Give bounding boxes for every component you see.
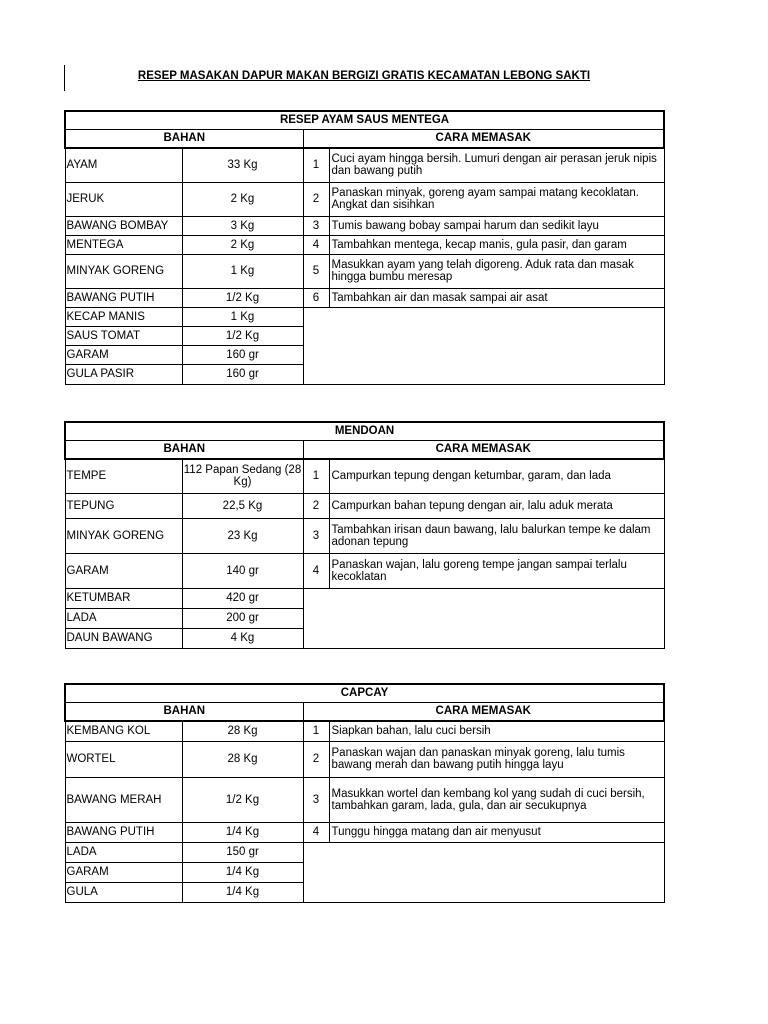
ingredient-name: KEMBANG KOL <box>65 721 182 741</box>
step-number: 5 <box>303 254 329 288</box>
step-number: 6 <box>303 288 329 307</box>
table-row <box>65 254 664 288</box>
ingredient-qty: 160 gr <box>182 364 303 384</box>
ingredient-qty: 28 Kg <box>182 721 303 741</box>
table-row <box>65 553 664 588</box>
ingredient-qty: 22,5 Kg <box>182 493 303 518</box>
step-number: 4 <box>303 822 329 842</box>
step-text: Panaskan wajan dan panaskan minyak goreng, lalu tumis bawang merah dan bawang putih hingga layu <box>329 741 664 777</box>
table-row <box>65 148 664 182</box>
step-number: 4 <box>303 235 329 254</box>
recipe-table-mendoan <box>64 421 665 649</box>
recipe-title: RESEP AYAM SAUS MENTEGA <box>65 111 664 129</box>
document-title: RESEP MASAKAN DAPUR MAKAN BERGIZI GRATIS KECAMATAN LEBONG SAKTI <box>137 70 591 82</box>
ingredient-name: KECAP MANIS <box>65 307 182 326</box>
ingredients-header: BAHAN <box>65 702 303 721</box>
ingredient-name: WORTEL <box>65 741 182 777</box>
step-text: Cuci ayam hingga bersih. Lumuri dengan air perasan jeruk nipis dan bawang putih <box>329 148 664 182</box>
ingredient-name: BAWANG MERAH <box>65 777 182 822</box>
table-row <box>65 307 664 326</box>
recipe-table-ayam-saus-mentega <box>64 110 665 385</box>
table-row <box>65 459 664 493</box>
ingredient-qty: 200 gr <box>182 608 303 628</box>
step-text: Masukkan ayam yang telah digoreng. Aduk rata dan masak hingga bumbu meresap <box>329 254 664 288</box>
step-text: Tambahkan mentega, kecap manis, gula pasir, dan garam <box>329 235 664 254</box>
ingredient-name: GULA PASIR <box>65 364 182 384</box>
ingredient-name: GARAM <box>65 862 182 882</box>
step-number: 2 <box>303 493 329 518</box>
recipe-table-capcay <box>64 683 665 903</box>
table-row <box>65 777 664 822</box>
table-row <box>65 822 664 842</box>
step-number: 4 <box>303 553 329 588</box>
step-text: Tambahkan irisan daun bawang, lalu balurkan tempe ke dalam adonan tepung <box>329 518 664 553</box>
ingredient-qty: 1/2 Kg <box>182 326 303 345</box>
ingredient-qty: 112 Papan Sedang (28 Kg) <box>182 459 303 493</box>
ingredient-name: MINYAK GORENG <box>65 254 182 288</box>
table-row <box>65 741 664 777</box>
ingredient-qty: 23 Kg <box>182 518 303 553</box>
step-number: 1 <box>303 721 329 741</box>
ingredient-name: TEPUNG <box>65 493 182 518</box>
ingredient-qty: 4 Kg <box>182 628 303 648</box>
table-row <box>65 493 664 518</box>
empty-steps-cell <box>303 307 664 384</box>
step-text: Tambahkan air dan masak sampai air asat <box>329 288 664 307</box>
step-text: Tumis bawang bobay sampai harum dan sedikit layu <box>329 216 664 235</box>
ingredient-name: MENTEGA <box>65 235 182 254</box>
ingredient-name: MINYAK GORENG <box>65 518 182 553</box>
steps-header: CARA MEMASAK <box>303 440 664 459</box>
step-number: 3 <box>303 777 329 822</box>
ingredient-name: AYAM <box>65 148 182 182</box>
ingredient-qty: 1 Kg <box>182 307 303 326</box>
ingredient-qty: 420 gr <box>182 588 303 608</box>
step-text: Masukkan wortel dan kembang kol yang sudah di cuci bersih, tambahkan garam, lada, gula, dan air secukupnya <box>329 777 664 822</box>
ingredient-qty: 150 gr <box>182 842 303 862</box>
step-text: Panaskan minyak, goreng ayam sampai matang kecoklatan. Angkat dan sisihkan <box>329 182 664 216</box>
ingredient-qty: 1/4 Kg <box>182 822 303 842</box>
ingredient-qty: 140 gr <box>182 553 303 588</box>
ingredient-qty: 1/2 Kg <box>182 777 303 822</box>
ingredient-name: GARAM <box>65 553 182 588</box>
table-row <box>65 288 664 307</box>
step-number: 3 <box>303 216 329 235</box>
empty-steps-cell <box>303 588 664 648</box>
step-number: 2 <box>303 741 329 777</box>
ingredient-qty: 33 Kg <box>182 148 303 182</box>
step-number: 2 <box>303 182 329 216</box>
ingredient-qty: 1/4 Kg <box>182 882 303 902</box>
ingredient-qty: 1 Kg <box>182 254 303 288</box>
ingredient-name: GULA <box>65 882 182 902</box>
step-number: 1 <box>303 148 329 182</box>
step-text: Campurkan bahan tepung dengan air, lalu aduk merata <box>329 493 664 518</box>
step-text: Tunggu hingga matang dan air menyusut <box>329 822 664 842</box>
step-text: Siapkan bahan, lalu cuci bersih <box>329 721 664 741</box>
ingredient-name: BAWANG PUTIH <box>65 288 182 307</box>
step-number: 1 <box>303 459 329 493</box>
recipe-title: CAPCAY <box>65 684 664 702</box>
ingredient-qty: 28 Kg <box>182 741 303 777</box>
recipe-title: MENDOAN <box>65 422 664 440</box>
steps-header: CARA MEMASAK <box>303 129 664 148</box>
ingredient-name: TEMPE <box>65 459 182 493</box>
table-row <box>65 588 664 608</box>
step-text: Campurkan tepung dengan ketumbar, garam, dan lada <box>329 459 664 493</box>
table-row <box>65 216 664 235</box>
ingredient-qty: 2 Kg <box>182 235 303 254</box>
ingredient-qty: 3 Kg <box>182 216 303 235</box>
ingredients-header: BAHAN <box>65 440 303 459</box>
ingredient-qty: 1/4 Kg <box>182 862 303 882</box>
step-text: Panaskan wajan, lalu goreng tempe jangan sampai terlalu kecoklatan <box>329 553 664 588</box>
empty-steps-cell <box>303 842 664 902</box>
ingredient-qty: 160 gr <box>182 345 303 364</box>
ingredient-name: JERUK <box>65 182 182 216</box>
ingredient-name: LADA <box>65 608 182 628</box>
table-row <box>65 842 664 862</box>
step-number: 3 <box>303 518 329 553</box>
ingredient-qty: 2 Kg <box>182 182 303 216</box>
ingredient-name: BAWANG PUTIH <box>65 822 182 842</box>
ingredient-name: LADA <box>65 842 182 862</box>
ingredients-header: BAHAN <box>65 129 303 148</box>
steps-header: CARA MEMASAK <box>303 702 664 721</box>
ingredient-name: DAUN BAWANG <box>65 628 182 648</box>
table-row <box>65 721 664 741</box>
ingredient-name: BAWANG BOMBAY <box>65 216 182 235</box>
ingredient-name: SAUS TOMAT <box>65 326 182 345</box>
ingredient-name: KETUMBAR <box>65 588 182 608</box>
table-row <box>65 182 664 216</box>
table-row <box>65 518 664 553</box>
ingredient-name: GARAM <box>65 345 182 364</box>
table-row <box>65 235 664 254</box>
ingredient-qty: 1/2 Kg <box>182 288 303 307</box>
